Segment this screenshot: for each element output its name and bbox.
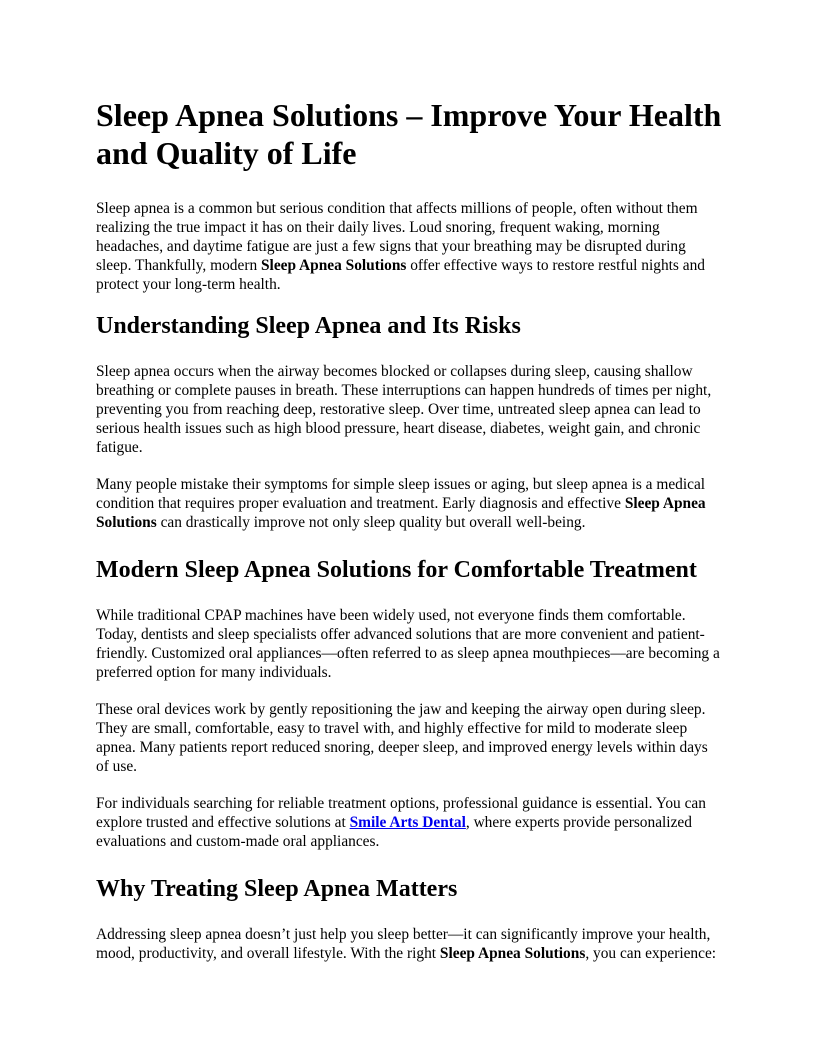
why-p1-text-after: , you can experience:: [585, 945, 717, 962]
why-paragraph-1: [96, 925, 724, 963]
modern-paragraph-2: These oral devices work by gently repositioning the jaw and keeping the airway open during sleep. They are small, comfortable, easy to travel with, and highly effective for mild to moderate sleep apnea. Many patients report reduced snoring, deeper sleep, and improved energy levels within days of use.: [96, 701, 708, 775]
risks-paragraph-1: Sleep apnea occurs when the airway becomes blocked or collapses during sleep, causing shallow breathing or complete pauses in breath. These interruptions can happen hundreds of times per night, preventing you from reaching deep, restorative sleep. Over time, untreated sleep apnea can lead to serious health issues such as high blood pressure, heart disease, diabetes, weight gain, and chronic fatigue.: [96, 363, 712, 456]
why-p1-text-before: Addressing sleep apnea doesn’t just help you sleep better—it can significantly improve your health, mood, productivity, and overall lifestyle. With the right: [96, 926, 711, 962]
modern-p3-text-after: , where experts provide personalized evaluations and custom-made oral appliances.: [96, 814, 692, 850]
smile-arts-dental-link[interactable]: Smile Arts Dental: [349, 814, 466, 831]
intro-text-before: Sleep apnea is a common but serious condition that affects millions of people, often without them realizing the true impact it has on their daily lives. Loud snoring, frequent waking, morning headaches, and daytime fatigue are just a few signs that your breathing may be disrupted during sleep. Thankfully, modern: [96, 200, 698, 274]
intro-text-after: offer effective ways to restore restful nights and protect your long-term health.: [96, 257, 705, 293]
risks-p2-text-after: can drastically improve not only sleep quality but overall well-being.: [156, 514, 586, 531]
why-p1-bold-keyword: Sleep Apnea Solutions: [439, 945, 586, 962]
intro-paragraph: [96, 199, 724, 294]
risks-p2-bold-keyword: Sleep Apnea Solutions: [96, 495, 706, 531]
section-heading-risks: Understanding Sleep Apnea and Its Risks: [96, 313, 521, 339]
section-heading-why: Why Treating Sleep Apnea Matters: [96, 876, 458, 902]
risks-paragraph-2: [96, 475, 724, 532]
modern-paragraph-1: While traditional CPAP machines have been widely used, not everyone finds them comfortable. Today, dentists and sleep specialists offer advanced solutions that are more convenient and patient-friendly. Customized oral appliances—often referred to as sleep apnea mouthpieces—are becoming a preferred option for many individuals.: [96, 607, 720, 681]
modern-p3-text-before: For individuals searching for reliable treatment options, professional guidance is essential. You can explore trusted and effective solutions at: [96, 795, 706, 831]
document-page: [96, 96, 724, 981]
intro-bold-keyword: Sleep Apnea Solutions: [260, 257, 407, 274]
modern-paragraph-3: [96, 794, 724, 851]
risks-p2-text-before: Many people mistake their symptoms for simple sleep issues or aging, but sleep apnea is a medical condition that requires proper evaluation and treatment. Early diagnosis and effective: [96, 476, 706, 512]
section-heading-modern: Modern Sleep Apnea Solutions for Comfortable Treatment: [96, 557, 697, 583]
page-title: Sleep Apnea Solutions – Improve Your Health and Quality of Life: [96, 97, 722, 171]
